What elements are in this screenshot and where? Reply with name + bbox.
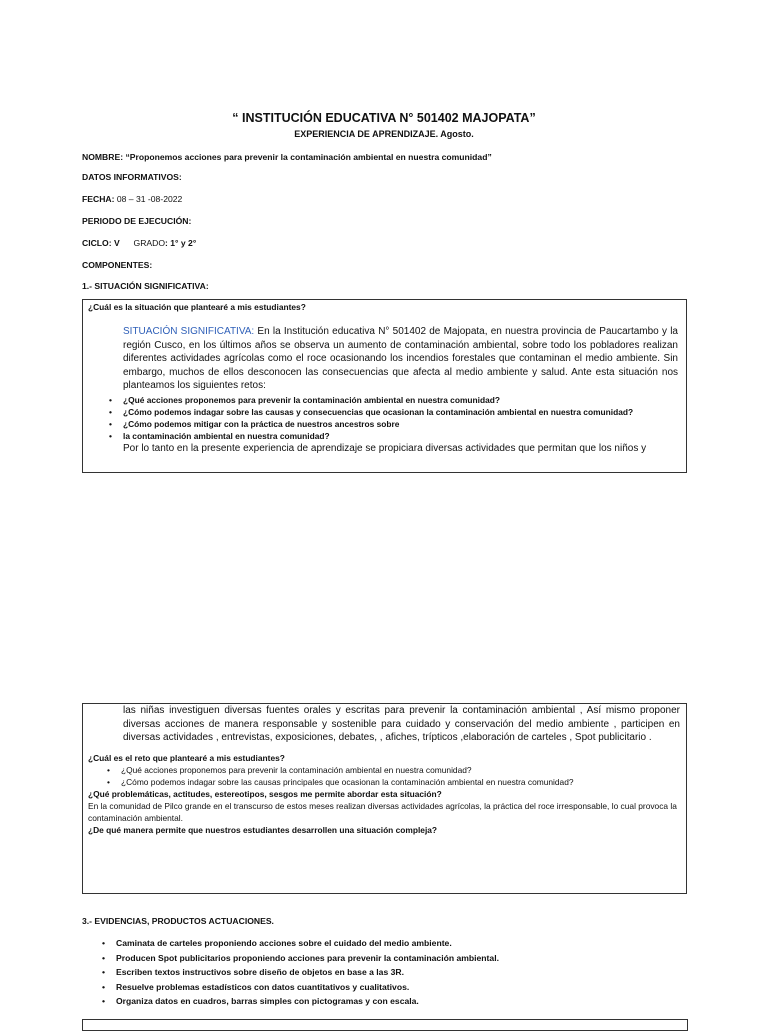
fecha-field	[82, 194, 182, 204]
situacion-text: En la Institución educativa N° 501402 de Majopata, en nuestra provincia de Paucartambo y la región Cusco, en los últimos años se observa un aumento de contaminación ambiental, sobre todo los pobladores realizan diferentes actividades agrícolas como el roce ocasionando los incendios forestales que contaminan el medio ambiente. Sin embargo, muchos de ellos desconocen las consecuencias que afecta al medio ambiente y salud. Ante esta situación nos planteamos los siguientes retos:	[123, 326, 678, 392]
nombre-field	[82, 152, 492, 162]
nombre-label: NOMBRE:	[82, 152, 124, 162]
reto-box	[82, 703, 687, 894]
situacion-compleja-question: ¿De qué manera permite que nuestros estudiantes desarrollen una situación compleja?	[88, 824, 438, 835]
list-item: • ¿Cómo podemos indagar sobre las causas y consecuencias que ocasionan la contaminación ambiental en nuestra comunidad?	[105, 406, 680, 418]
list-item: • ¿Qué acciones proponemos para prevenir la contaminación ambiental en nuestra comunidad?	[103, 764, 680, 776]
document-subtitle: EXPERIENCIA DE APRENDIZAJE. Agosto.	[294, 129, 474, 139]
datos-informativos: DATOS INFORMATIVOS:	[82, 172, 182, 182]
evidencias-list	[98, 936, 698, 1009]
list-item: • Resuelve problemas estadísticos con datos cuantitativos y cualitativos.	[98, 980, 698, 995]
section-1-heading: 1.- SITUACIÓN SIGNIFICATIVA:	[82, 281, 209, 291]
list-item: • ¿Cómo podemos mitigar con la práctica de nuestros ancestros sobre	[105, 418, 680, 430]
situacion-paragraph	[123, 325, 678, 393]
retos-list	[105, 394, 680, 442]
problematicas-question: ¿Qué problemáticas, actitudes, estereotipos, sesgos me permite abordar esta situación?	[88, 788, 442, 799]
situacion-question: ¿Cuál es la situación que plantearé a mis estudiantes?	[88, 302, 306, 312]
list-item: • Producen Spot publicitarios proponiendo acciones para prevenir la contaminación ambiental.	[98, 951, 698, 966]
reto-list	[103, 764, 680, 788]
list-item: • Organiza datos en cuadros, barras simples con pictogramas y con escala.	[98, 994, 698, 1009]
situacion-box	[82, 299, 687, 473]
fecha-label: FECHA:	[82, 194, 115, 204]
section-3-heading: 3.- EVIDENCIAS, PRODUCTOS ACTUACIONES.	[82, 916, 274, 926]
ciclo-label: CICLO:	[82, 238, 112, 248]
situacion-closing: Por lo tanto en la presente experiencia de aprendizaje se propiciara diversas actividades que permitan que los niños y	[123, 442, 647, 454]
document-title: “ INSTITUCIÓN EDUCATIVA N° 501402 MAJOPATA”	[232, 111, 536, 125]
list-item: • ¿Cómo podemos indagar sobre las causas principales que ocasionan la contaminación ambiental en nuestra comunidad?	[103, 776, 680, 788]
next-table-border	[82, 1019, 688, 1031]
situacion-continuation: las niñas investiguen diversas fuentes orales y escritas para prevenir la contaminación ambiental , Así mismo proponer diversas acciones de manera responsable y sostenible para cuidado y conservación del medio ambiente , participen en diversas actividades , entrevistas, exposiciones, debates, , afiches, trípticos ,elaboración de carteles , Spot publicitario .	[123, 705, 680, 744]
componentes: COMPONENTES:	[82, 260, 153, 270]
fecha-value: 08 – 31 -08-2022	[116, 194, 183, 204]
list-item: • Caminata de carteles proponiendo acciones sobre el cuidado del medio ambiente.	[98, 936, 698, 951]
ciclo-grado-field	[82, 238, 196, 248]
grado-value: : 1° y 2°	[165, 238, 197, 248]
ciclo-value: V	[114, 238, 120, 248]
list-item: • Escriben textos instructivos sobre diseño de objetos en base a las 3R.	[98, 965, 698, 980]
list-item: • la contaminación ambiental en nuestra comunidad?	[105, 430, 680, 442]
nombre-value: “Proponemos acciones para prevenir la contaminación ambiental en nuestra comunidad”	[125, 152, 492, 162]
problematicas-text: En la comunidad de Pilco grande en el transcurso de estos meses realizan diversas actividades agrícolas, la práctica del roce irresponsable, lo cual provoca la contaminación ambiental.	[88, 800, 677, 823]
situacion-label: SITUACIÓN SIGNIFICATIVA:	[123, 326, 255, 337]
list-item: • ¿Qué acciones proponemos para prevenir la contaminación ambiental en nuestra comunidad?	[105, 394, 680, 406]
reto-question: ¿Cuál es el reto que plantearé a mis estudiantes?	[88, 752, 285, 763]
periodo-ejecucion: PERIODO DE EJECUCIÓN:	[82, 216, 192, 226]
grado-label: GRADO	[133, 238, 166, 248]
